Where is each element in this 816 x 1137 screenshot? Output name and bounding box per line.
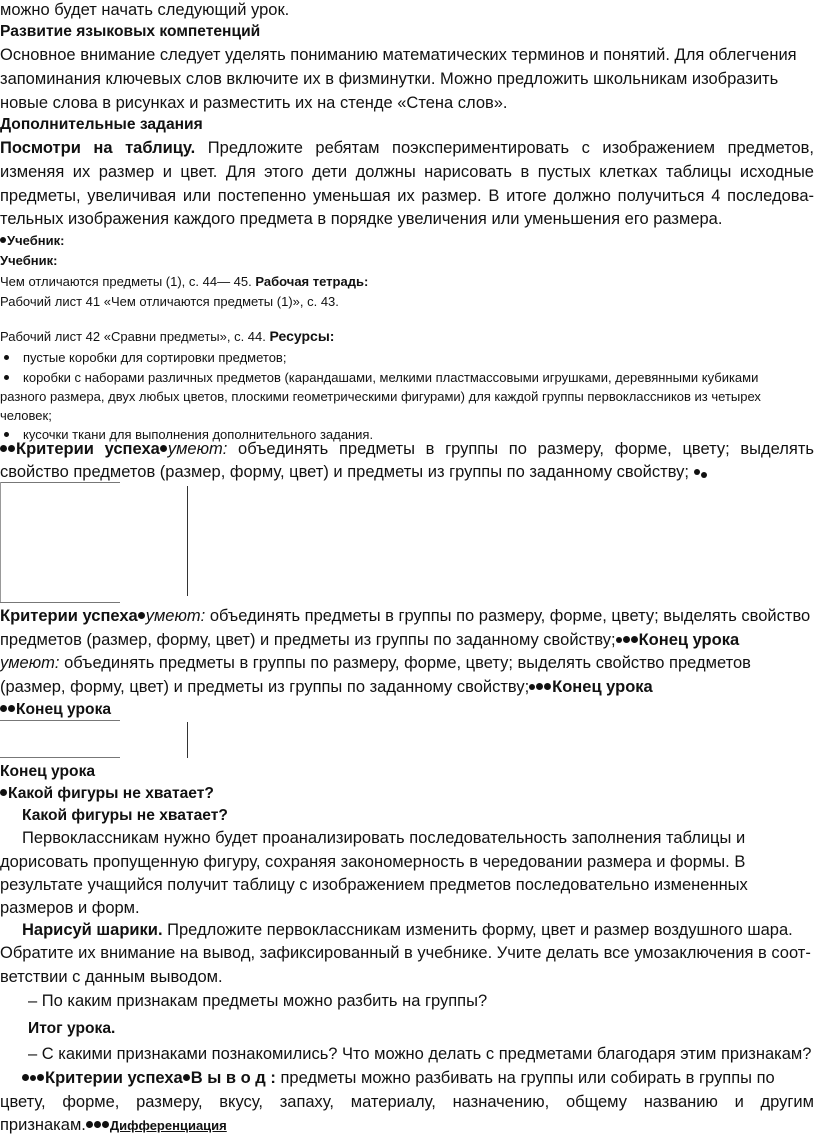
textbook-label-1-row: [0, 234, 64, 247]
end-label-b: Конец урока: [0, 763, 96, 780]
textbook-label-2: Учебник:: [0, 253, 58, 268]
resource-item: [0, 351, 286, 364]
criteria-2-line-1-rest: объединять предметы в группы по размеру, форме, цвету; выделять свойство: [209, 607, 811, 625]
final-line-2: цвету, форме, размеру, вкусу, запаху, материалу, назначению, общему названию и другим: [0, 1093, 814, 1111]
missing-figure-line-4: размеров и форм.: [0, 899, 140, 917]
criteria-2-line-1: [0, 608, 810, 625]
criteria-2-italic: умеют:: [145, 607, 206, 625]
bullet-dot-icon: [544, 683, 551, 690]
final-diff-label: Дифференциация: [109, 1118, 227, 1133]
criteria-1-line-1: [0, 441, 814, 458]
final-line-3: [0, 1117, 227, 1134]
bullet-dot-icon: [694, 469, 700, 475]
resources-label: Ресурсы:: [269, 328, 335, 344]
criteria-1-line-2: свойство предметов (размер, форму, цвет) и предметы из группы по заданному свойству;: [0, 463, 689, 481]
resource-item-text: коробки с наборами различных предметов (карандашами, мелкими пластмассовыми игрушками, деревянными кубиками: [23, 370, 759, 385]
worksheet-42-row: [0, 329, 334, 343]
frame-right-line: [187, 722, 188, 758]
criteria-1-head: [0, 440, 227, 458]
frame-top-line: [0, 720, 120, 721]
bullet-dot-icon: [631, 636, 638, 643]
resource-item: [0, 371, 758, 384]
bullet-dot-icon: [529, 684, 535, 690]
lang-section-line-1: Основное внимание следует уделять пониманию математических терминов и понятий. Для облегчения: [0, 46, 797, 64]
bullet-dot-icon: [138, 612, 145, 619]
lang-section-line-2: запоминания ключевых слов включите их в физминутки. Можно предложить школьникам изобразить: [0, 70, 779, 88]
criteria-1-italic: умеют:: [167, 440, 228, 458]
question-1: – По каким признакам предметы можно разбить на группы?: [28, 992, 488, 1010]
cluster-dots-icon: [694, 463, 708, 481]
table-task-lead: Посмотри на таблицу.: [0, 139, 196, 157]
lang-section-heading: Развитие языковых компетенций: [0, 23, 261, 40]
bullet-dot-icon: [94, 1121, 101, 1128]
criteria-1-line-2-row: [0, 464, 708, 481]
question-2: – С какими признаками познакомились? Что можно делать с предметами благодаря этим признакам?: [28, 1045, 812, 1063]
extra-section-heading: Дополнительные задания: [0, 116, 203, 133]
resource-item-text: пустые коробки для сортировки предметов;: [23, 350, 287, 365]
textbook-ref-row: [0, 275, 368, 288]
lang-section-line-3: новые слова в рисунках и разместить их на стенде «Стена слов».: [0, 94, 508, 112]
table-task-line-2: изменяя их размер и цвет. Для этого дети должны нарисовать в пустых клетках таблицы исходные: [0, 163, 814, 181]
criteria-3-line-1-rest: объединять предметы в группы по размеру, форме, цвету; выделять свойство предметов: [64, 654, 751, 672]
end-label-a-row: [0, 702, 111, 718]
bullet-icon: [4, 355, 9, 360]
intro-line: можно будет начать следующий урок.: [0, 1, 290, 19]
bullet-dot-icon: [183, 1074, 190, 1081]
bullet-dot-icon: [0, 237, 6, 243]
criteria-3-line-2-row: [0, 679, 653, 696]
final-line-1-rest: предметы можно разбивать на группы или собирать в группы по: [280, 1069, 775, 1087]
criteria-1-label: Критерии успеха: [16, 440, 160, 458]
missing-figure-line-3: результате учащийся получит таблицу с изображением предметов последовательно измененных: [0, 876, 748, 894]
final-criteria-label: Критерии успеха: [45, 1069, 183, 1087]
balloons-line-2: Обратите их внимание на вывод, зафиксированный в учебнике. Учите делать все умозаключения в соот-: [0, 944, 811, 962]
balloons-lead: Нарисуй шарики.: [22, 921, 163, 939]
resource-item-cont: разного размера, двух любых цветов, плоскими геометрическими фигурами) для каждой группы первоклассников из четырех: [0, 389, 761, 404]
criteria-3-line-1: [0, 655, 751, 672]
bullet-dot-icon: [8, 445, 15, 452]
frame-top-line: [0, 482, 120, 483]
final-line-3-start: признакам.: [0, 1116, 86, 1134]
bullet-dot-icon: [160, 445, 167, 452]
bullet-dot-icon: [0, 445, 7, 452]
bullet-icon: [4, 432, 9, 437]
criteria-2-line-2: предметов (размер, форму, цвет) и предметы из группы по заданному свойству;: [0, 631, 616, 649]
bullet-dot-icon: [623, 636, 630, 643]
bullet-dot-icon: [30, 1075, 36, 1081]
bullet-dot-icon: [0, 705, 7, 712]
bullet-icon: [4, 375, 9, 380]
criteria-2-line-2-row: [0, 632, 739, 649]
textbook-ref: Чем отличаются предметы (1), с. 44— 45.: [0, 274, 252, 289]
balloons-line-1: [22, 922, 793, 939]
balloons-line-1-rest: Предложите первоклассникам изменить форму, цвет и размер воздушного шара.: [167, 921, 793, 939]
bullet-dot-icon: [86, 1121, 93, 1128]
worksheet-42: Рабочий лист 42 «Сравни предметы», с. 44.: [0, 329, 266, 344]
criteria-2-label: Критерии успеха: [0, 607, 138, 625]
frame-left-line: [0, 482, 1, 602]
balloons-line-3: ветствии с данным выводом.: [0, 968, 223, 986]
end-label-a: Конец урока: [16, 701, 112, 718]
resource-item-text: кусочки ткани для выполнения дополнительного задания.: [23, 427, 374, 442]
bullet-dot-icon: [102, 1121, 109, 1128]
table-task-line-1-rest: Предложите ребятам поэкспериментировать с изображением предметов,: [207, 139, 814, 157]
missing-figure-heading-1: Какой фигуры не хватает?: [8, 785, 214, 802]
missing-figure-line-2: дорисовать пропущенную фигуру, сохраняя закономерность в чередовании размера и формы. В: [0, 853, 746, 871]
final-line-1: [0, 1070, 775, 1087]
textbook-label-1: Учебник:: [7, 233, 65, 248]
worksheet-41: Рабочий лист 41 «Чем отличаются предметы (1)», с. 43.: [0, 294, 339, 309]
criteria-3-italic: умеют:: [0, 654, 60, 672]
missing-figure-heading-2: Какой фигуры не хватает?: [22, 807, 228, 824]
table-task-line-1: [0, 140, 814, 157]
bullet-dot-icon: [616, 637, 622, 643]
frame-bottom-line: [0, 757, 120, 758]
final-conclusion-label: В ы в о д :: [190, 1069, 276, 1087]
resource-item-cont: человек;: [0, 408, 52, 423]
criteria-3-line-2: (размер, форму, цвет) и предметы из группы по заданному свойству;: [0, 678, 530, 696]
bullet-dot-icon: [22, 1074, 29, 1081]
table-task-line-3: предметы, увеличивая или постепенно уменьшая их размер. В итоге должно получиться 4 последова-: [0, 187, 814, 205]
bullet-dot-icon: [37, 1074, 44, 1081]
frame-right-line: [187, 486, 188, 596]
summary-heading: Итог урока.: [28, 1020, 116, 1037]
bullet-dot-icon: [8, 705, 15, 712]
bullet-dot-icon: [536, 683, 543, 690]
missing-figure-heading-1-row: [0, 786, 214, 802]
criteria-3-end-label: Конец урока: [552, 678, 653, 696]
criteria-1-line-1-rest: объединять предметы в группы по размеру, форме, цвету; выделять: [238, 440, 814, 458]
bullet-dot-icon: [701, 472, 707, 478]
table-task-line-4: тельных изображения каждого предмета в порядке увеличения или уменьшения его размера.: [0, 210, 723, 228]
missing-figure-line-1: Первоклассникам нужно будет проанализировать последовательность заполнения таблицы и: [22, 829, 746, 847]
frame-bottom-line: [0, 602, 120, 603]
workbook-label: Рабочая тетрадь:: [255, 274, 369, 289]
bullet-dot-icon: [0, 789, 7, 796]
criteria-2-end-label: Конец урока: [638, 631, 740, 649]
